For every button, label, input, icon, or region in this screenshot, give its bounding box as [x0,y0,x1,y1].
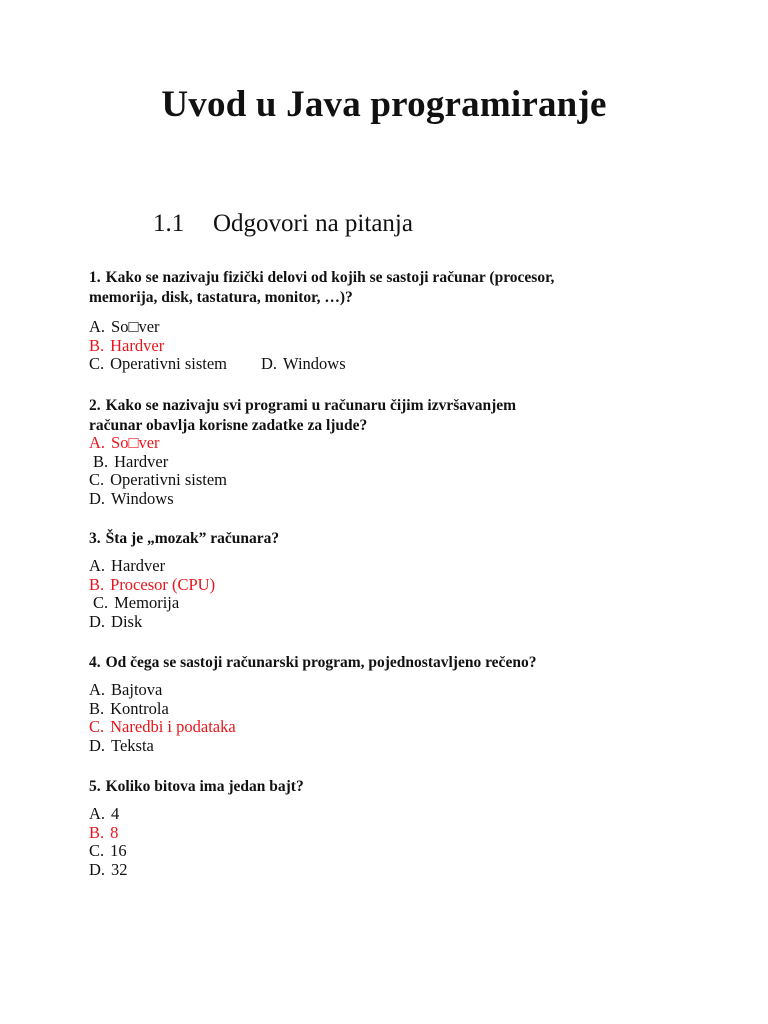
answer-list [89,318,649,374]
question-number: 1. [89,269,101,286]
answer-list [89,681,649,755]
answer-option-d: D. 32 [89,859,128,879]
section-number: 1.1 [153,210,185,237]
answer-option-d: D. Windows [89,488,174,508]
question-text [89,268,649,308]
answer-row [89,355,649,374]
answer-list [89,434,649,508]
question-line: Kako se nazivaju fizički delovi od kojih se sastoji računar (procesor, [105,269,555,286]
answer-option-a: A. Hardver [89,556,166,575]
question-line: Kako se nazivaju svi programi u računaru čijim izvršavanjem [105,397,517,414]
question-number: 5. [89,778,101,795]
question-line: Koliko bitova ima jedan bajt? [105,778,304,795]
question-line: Šta je „mozak” računara? [105,530,280,547]
question-line: memorija, disk, tastatura, monitor, …)? [89,289,353,306]
question-text [89,653,649,673]
question-text [89,777,649,797]
answer-option-c: C. 16 [89,841,127,861]
answer-option-c: C. Memorija [93,593,180,613]
section-heading [153,208,413,240]
answer-option-b-correct: B. 8 [89,822,119,842]
answer-option-d: D. Windows [261,354,346,374]
answer-option-d: D. Disk [89,611,143,631]
question-3 [89,529,649,631]
answer-list [89,557,649,631]
answer-option-a-correct: A. So□ver [89,433,160,452]
answer-option-b-correct: B. Hardver [89,335,165,355]
answer-option-c: C. Operativni sistem [89,354,227,374]
page-title: Uvod u Java programiranje [161,83,607,125]
answer-option-a: A. Bajtova [89,680,163,699]
question-4 [89,653,649,755]
question-number: 3. [89,530,101,547]
section-title: Odgovori na pitanja [213,210,413,237]
answer-option-b-correct: B. Procesor (CPU) [89,574,216,594]
question-line: računar obavlja korisne zadatke za ljude? [89,417,368,434]
question-1 [89,268,649,374]
answer-option-c: C. Operativni sistem [89,470,227,490]
answer-option-b: B. Kontrola [89,698,169,718]
question-text [89,529,649,549]
answer-option-a: A. 4 [89,804,120,823]
question-number: 2. [89,397,101,414]
question-number: 4. [89,654,101,671]
question-text [89,396,649,436]
question-2 [89,396,649,508]
question-line: Od čega se sastoji računarski program, pojednostavljeno rečeno? [105,654,537,671]
answer-option-b: B. Hardver [93,451,169,471]
answer-option-a: A. So□ver [89,317,160,336]
answer-list [89,805,649,879]
answer-option-c-correct: C. Naredbi i podataka [89,717,236,737]
answer-option-d: D. Teksta [89,735,154,755]
question-5 [89,777,649,879]
